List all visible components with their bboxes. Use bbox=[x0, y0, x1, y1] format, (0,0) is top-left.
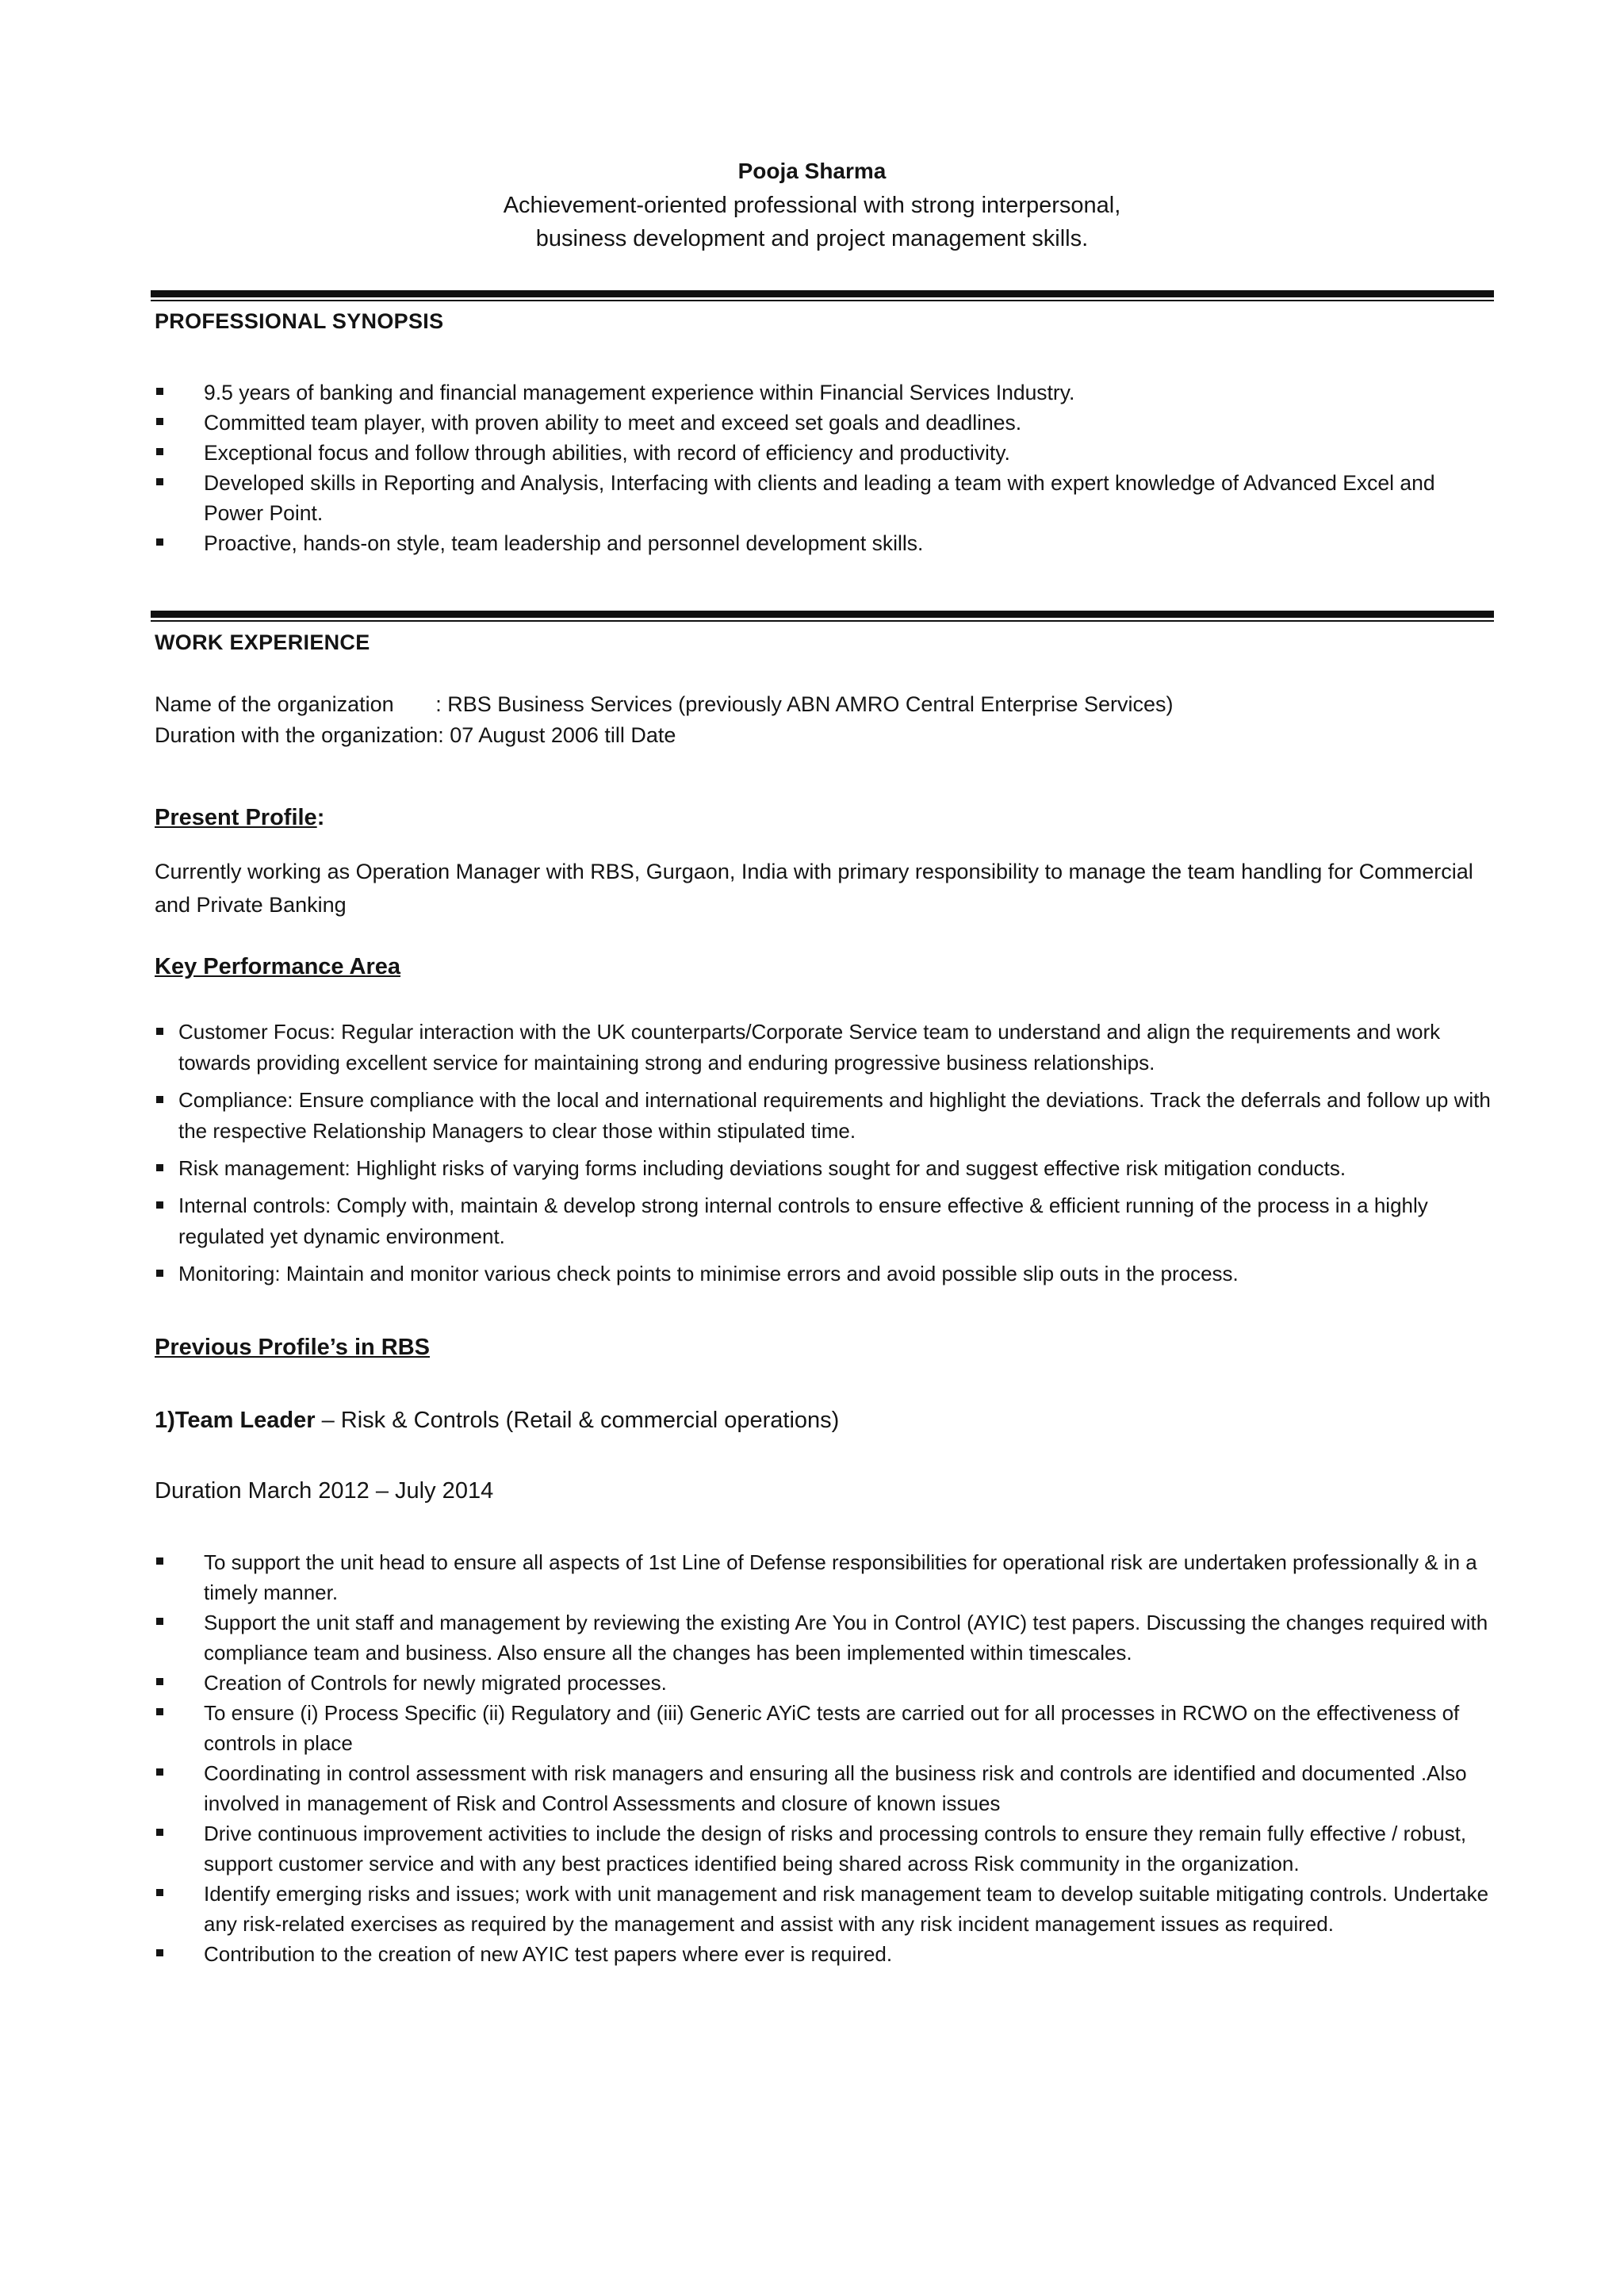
bullet-square-icon bbox=[156, 1768, 163, 1776]
bullet-square-icon bbox=[156, 538, 163, 546]
list-item: Compliance: Ensure compliance with the local and international requirements and highlight the deviations. Track the deferrals and follow up with the respective Relationship Managers to clear those within stipulated time. bbox=[155, 1085, 1495, 1147]
bullet-square-icon bbox=[156, 388, 163, 395]
bullet-square-icon bbox=[156, 1557, 163, 1565]
list-item: Support the unit staff and management by reviewing the existing Are You in Control (AYIC) test papers. Discussing the changes required with compliance team and business. Also ensure all the changes has been implemented within timescales. bbox=[155, 1607, 1495, 1668]
bullet-square-icon bbox=[156, 1889, 163, 1896]
list-item: Monitoring: Maintain and monitor various check points to minimise errors and avoid possible slip outs in the process. bbox=[155, 1259, 1495, 1289]
kpa-heading: Key Performance Area bbox=[155, 954, 401, 979]
synopsis-list bbox=[155, 377, 1495, 558]
bullet-square-icon bbox=[156, 1708, 163, 1715]
previous-profiles-heading: Previous Profile’s in RBS bbox=[155, 1335, 431, 1360]
bullet-square-icon bbox=[156, 448, 163, 455]
role-duration: Duration March 2012 – July 2014 bbox=[155, 1478, 494, 1504]
bullet-square-icon bbox=[156, 1270, 163, 1277]
role-title: 1)Team Leader – Risk & Controls (Retail & commercial operations) bbox=[155, 1408, 840, 1433]
bullet-square-icon bbox=[156, 1949, 163, 1956]
candidate-name: Pooja Sharma bbox=[737, 159, 887, 183]
bullet-square-icon bbox=[156, 1201, 163, 1209]
previous-role-list bbox=[155, 1547, 1495, 1969]
list-item: Exceptional focus and follow through abilities, with record of efficiency and productivity. bbox=[155, 438, 1495, 468]
list-item: Risk management: Highlight risks of varying forms including deviations sought for and suggest effective risk mitigation conducts. bbox=[155, 1153, 1495, 1184]
list-item: To ensure (i) Process Specific (ii) Regulatory and (iii) Generic AYiC tests are carried out for all processes in RCWO on the effectiveness of controls in place bbox=[155, 1698, 1495, 1758]
list-item: Developed skills in Reporting and Analysis, Interfacing with clients and leading a team with expert knowledge of Advanced Excel and Power Point. bbox=[155, 468, 1495, 528]
present-profile-text: Currently working as Operation Manager with RBS, Gurgaon, India with primary responsibility to manage the team handling for Commercial and Private Banking bbox=[155, 860, 1473, 917]
kpa-list bbox=[155, 1017, 1495, 1296]
section-divider bbox=[151, 611, 1494, 622]
section-divider bbox=[151, 290, 1494, 301]
list-item: 9.5 years of banking and financial management experience within Financial Services Industry. bbox=[155, 377, 1495, 408]
bullet-square-icon bbox=[156, 1678, 163, 1685]
bullet-square-icon bbox=[156, 1028, 163, 1035]
bullet-square-icon bbox=[156, 418, 163, 425]
duration-line: Duration with the organization: 07 August 2006 till Date bbox=[155, 723, 676, 747]
tagline-line-2: business development and project management skills. bbox=[535, 226, 1089, 251]
list-item: Customer Focus: Regular interaction with the UK counterparts/Corporate Service team to understand and align the requirements and work towards providing excellent service for maintaining strong and enduring progressive business relationships. bbox=[155, 1017, 1495, 1079]
work-experience-heading: WORK EXPERIENCE bbox=[155, 630, 370, 654]
bullet-square-icon bbox=[156, 478, 163, 485]
present-profile-heading: Present Profile: bbox=[155, 805, 325, 830]
bullet-square-icon bbox=[156, 1164, 163, 1171]
bullet-square-icon bbox=[156, 1096, 163, 1103]
bullet-square-icon bbox=[156, 1618, 163, 1625]
synopsis-heading: PROFESSIONAL SYNOPSIS bbox=[155, 309, 444, 333]
list-item: Committed team player, with proven ability to meet and exceed set goals and deadlines. bbox=[155, 408, 1495, 438]
list-item: Proactive, hands-on style, team leadership and personnel development skills. bbox=[155, 528, 1495, 558]
list-item: Contribution to the creation of new AYIC test papers where ever is required. bbox=[155, 1939, 1495, 1969]
list-item: Drive continuous improvement activities to include the design of risks and processing controls to ensure they remain fully effective / robust, support customer service and with any best practices identified being shared across Risk community in the organization. bbox=[155, 1818, 1495, 1879]
bullet-square-icon bbox=[156, 1829, 163, 1836]
list-item: Internal controls: Comply with, maintain & develop strong internal controls to ensure effective & efficient running of the process in a highly regulated yet dynamic environment. bbox=[155, 1190, 1495, 1252]
list-item: To support the unit head to ensure all aspects of 1st Line of Defense responsibilities for operational risk are undertaken professionally & in a timely manner. bbox=[155, 1547, 1495, 1607]
list-item: Identify emerging risks and issues; work with unit management and risk management team to develop suitable mitigating controls. Undertake any risk-related exercises as required by the management and assist with any risk incident management issues as required. bbox=[155, 1879, 1495, 1939]
organization-line: Name of the organization : RBS Business Services (previously ABN AMRO Central Enterprise Services) bbox=[155, 692, 1174, 716]
list-item: Coordinating in control assessment with risk managers and ensuring all the business risk and controls are identified and documented .Also involved in management of Risk and Control Assessments and closure of known issues bbox=[155, 1758, 1495, 1818]
list-item: Creation of Controls for newly migrated processes. bbox=[155, 1668, 1495, 1698]
tagline-line-1: Achievement-oriented professional with strong interpersonal, bbox=[503, 193, 1121, 218]
